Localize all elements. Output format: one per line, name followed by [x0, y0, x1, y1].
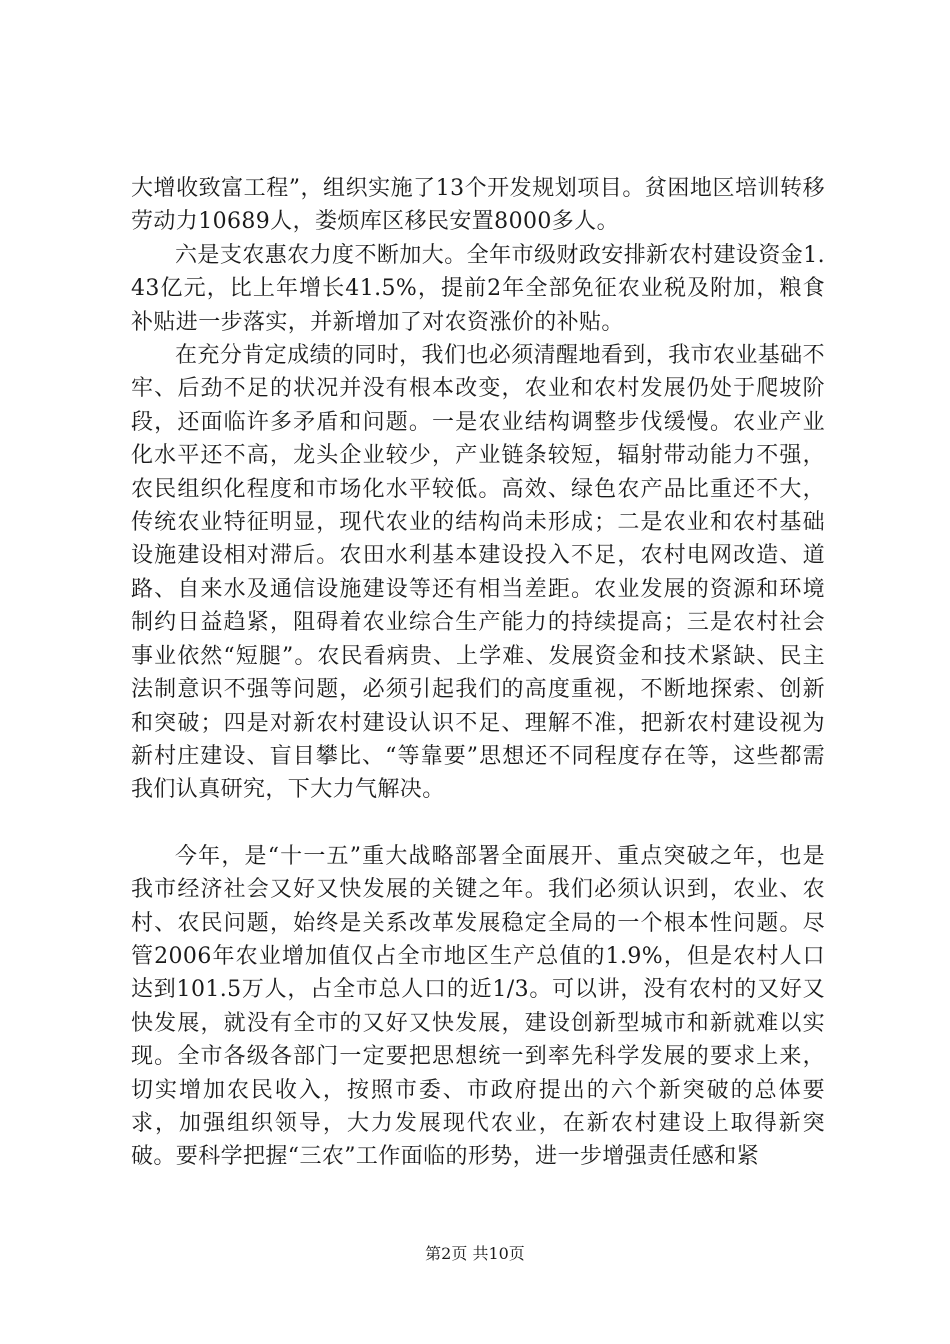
paragraph-problems: 在充分肯定成绩的同时，我们也必须清醒地看到，我市农业基础不牢、后劲不足的状况并没有根本改变，农业和农村发展仍处于爬坡阶段，还面临许多矛盾和问题。一是农业结构调整步伐缓慢。农业产业化水平还不高，龙头企业较少，产业链条较短，辐射带动能力不强，农民组织化程度和市场化水平较低。高效、绿色农产品比重还不大，传统农业特征明显，现代农业的结构尚未形成；二是农业和农村基础设施建设相对滞后。农田水利基本建设投入不足，农村电网改造、道路、自来水及通信设施建设等还有相当差距。农业发展的资源和环境制约日益趋紧，阻碍着农业综合生产能力的持续提高；三是农村社会事业依然“短腿”。农民看病贵、上学难、发展资金和技术紧缺、民主法制意识不强等问题，必须引起我们的高度重视，不断地探索、创新和突破；四是对新农村建设认识不足、理解不准，把新农村建设视为新村庄建设、盲目攀比、“等靠要”思想还不同程度存在等，这些都需我们认真研究，下大力气解决。: [131, 343, 825, 803]
paragraph-this-year: 今年，是“十一五”重大战略部署全面展开、重点突破之年，也是我市经济社会又好又快发展的关键之年。我们必须认识到，农业、农村、农民问题，始终是关系改革发展稳定全局的一个根本性问题。尽管2006年农业增加值仅占全市地区生产总值的1.9%，但是农村人口达到101.5万人，占全市总人口的近1/3。可以讲，没有农村的又好又快发展，就没有全市的又好又快发展，建设创新型城市和新就难以实现。全市各级各部门一定要把思想统一到率先科学发展的要求上来，切实增加农民收入，按照市委、市政府提出的六个新突破的总体要求，加强组织领导，大力发展现代农业，在新农村建设上取得新突破。要科学把握“三农”工作面临的形势，进一步增强责任感和紧: [131, 843, 825, 1170]
paragraph-continued: 大增收致富工程”，组织实施了13个开发规划项目。贫困地区培训转移劳动力10689人，娄烦库区移民安置8000多人。: [131, 176, 825, 235]
page-footer: 第2页 共10页: [425, 1244, 525, 1263]
document-body: [131, 172, 825, 1174]
paragraph-subsidy: 六是支农惠农力度不断加大。全年市级财政安排新农村建设资金1.43亿元，比上年增长41.5%，提前2年全部免征农业税及附加，粮食补贴进一步落实，并新增加了对农资涨价的补贴。: [131, 242, 825, 335]
